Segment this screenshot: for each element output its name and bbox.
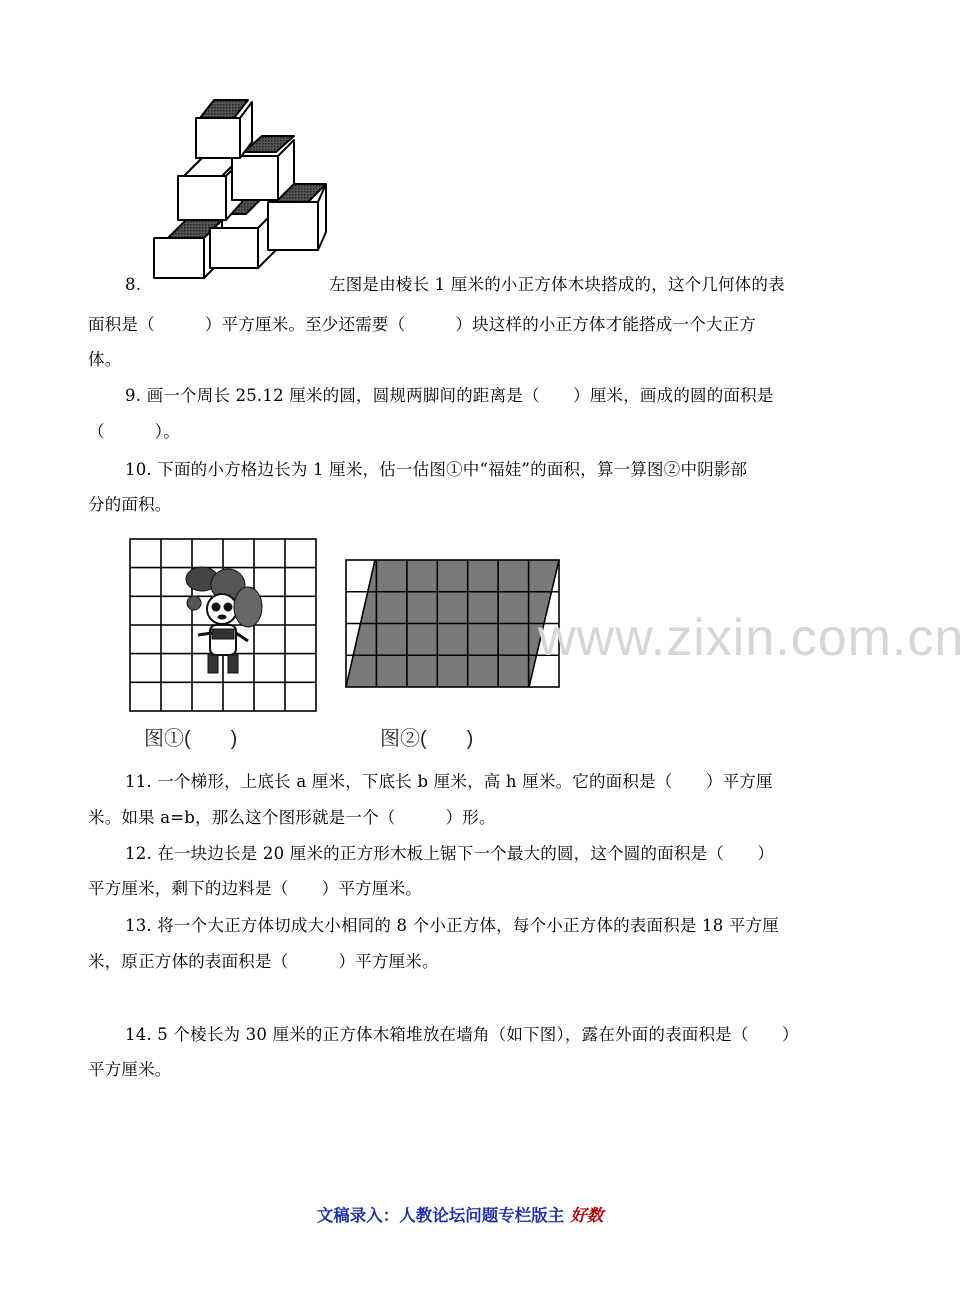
- parallelogram-grid-figure: [343, 557, 563, 691]
- q14-line2: 平方厘米。: [88, 1060, 172, 1079]
- q8-line3: 体。: [88, 350, 122, 369]
- q10-line1: 10. 下面的小方格边长为 1 厘米，估一估图①中“福娃”的面积，算一算图②中阴影部: [125, 460, 748, 479]
- q10-line2: 分的面积。: [88, 495, 172, 514]
- q9-line1: 9. 画一个周长 25.12 厘米的圆，圆规两脚间的距离是（ ）厘米，画成的圆的面积是: [125, 386, 774, 405]
- figure2-caption: 图②( ): [380, 728, 474, 750]
- q13-line1: 13. 将一个大正方体切成大小相同的 8 个小正方体，每个小正方体的表面积是 18 平方厘: [125, 916, 779, 935]
- q11-line1: 11. 一个梯形，上底长 a 厘米，下底长 b 厘米，高 h 厘米。它的面积是（ ）平方厘: [125, 772, 773, 791]
- q8-line2: 面积是（ ）平方厘米。至少还需要（ ）块这样的小正方体才能搭成一个大正方: [88, 315, 756, 334]
- fuwa-mascot-icon: [186, 567, 262, 673]
- cube-stack-figure: [148, 92, 338, 282]
- q12-line1: 12. 在一块边长是 20 厘米的正方形木板上锯下一个最大的圆，这个圆的面积是（ ）: [125, 844, 775, 863]
- q9-line2: （ ）。: [88, 422, 180, 441]
- q13-line2: 米，原正方体的表面积是（ ）平方厘米。: [88, 952, 439, 971]
- q12-line2: 平方厘米，剩下的边料是（ ）平方厘米。: [88, 879, 422, 898]
- figure1-caption: 图①( ): [144, 728, 238, 750]
- q11-line2: 米。如果 a=b，那么这个图形就是一个（ ）形。: [88, 808, 496, 827]
- q8-line1: 左图是由棱长 1 厘米的小正方体木块搭成的，这个几何体的表: [329, 275, 785, 294]
- fuwa-grid-figure: [128, 537, 318, 715]
- q14-line1: 14. 5 个棱长为 30 厘米的正方体木箱堆放在墙角（如下图），露在外面的表面积是（ ）: [125, 1025, 799, 1044]
- page-footer: [0, 1202, 920, 1226]
- q8-number: 8.: [125, 275, 142, 294]
- footer-author: 好数: [570, 1206, 604, 1225]
- watermark: www.zixin.com.cn: [538, 609, 964, 667]
- footer-label: 文稿录入：人教论坛问题专栏版主: [316, 1206, 565, 1225]
